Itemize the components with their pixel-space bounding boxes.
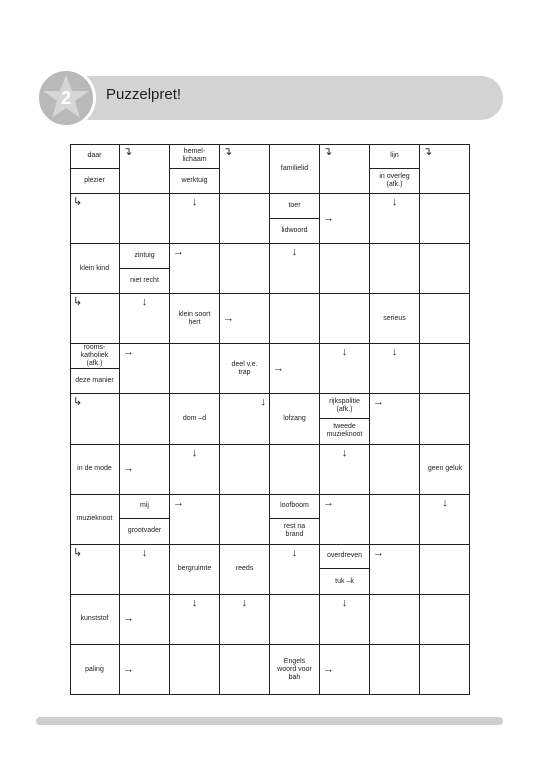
clue-text: lidwoord (281, 226, 308, 234)
answer-cell[interactable] (420, 344, 470, 394)
clue-text: grootvader (127, 527, 162, 535)
clue-cell (420, 445, 470, 495)
answer-cell[interactable] (170, 645, 220, 695)
answer-cell[interactable] (120, 344, 170, 394)
arrow-icon: ↓ (341, 446, 348, 459)
arrow-icon: → (323, 663, 334, 676)
arrow-icon: → (123, 612, 134, 625)
answer-cell[interactable] (320, 194, 370, 244)
clue-cell (170, 394, 220, 444)
arrow-icon: ↳ (73, 396, 83, 409)
clue-cell (270, 495, 320, 545)
answer-cell[interactable] (170, 595, 220, 645)
answer-cell[interactable] (420, 394, 470, 444)
clue-text: serieus (383, 314, 406, 322)
answer-cell[interactable] (220, 294, 270, 344)
arrow-icon: ↳ (73, 196, 83, 209)
answer-cell[interactable] (70, 194, 120, 244)
answer-cell[interactable] (120, 645, 170, 695)
answer-cell[interactable] (170, 244, 220, 294)
arrow-icon: ↓ (260, 396, 266, 409)
answer-cell[interactable] (170, 495, 220, 545)
answer-cell[interactable] (270, 294, 320, 344)
answer-cell[interactable] (70, 294, 120, 344)
clue-cell (320, 394, 370, 444)
answer-cell[interactable] (320, 244, 370, 294)
answer-cell[interactable] (370, 595, 420, 645)
clue-text: zintuig (120, 244, 169, 269)
answer-cell[interactable] (170, 445, 220, 495)
clue-text: tweede muzieknoot (326, 423, 363, 439)
arrow-icon: → (323, 496, 334, 509)
clue-cell (370, 144, 420, 194)
clue-cell (70, 344, 120, 394)
arrow-icon: → (273, 362, 284, 375)
arrow-icon: → (173, 496, 184, 509)
clue-cell (170, 545, 220, 595)
answer-cell[interactable] (220, 595, 270, 645)
arrow-icon: → (323, 212, 334, 225)
clue-cell (120, 244, 170, 294)
answer-cell[interactable] (220, 244, 270, 294)
arrow-icon: ↓ (241, 596, 248, 609)
answer-cell[interactable] (220, 645, 270, 695)
answer-cell[interactable] (220, 394, 270, 444)
arrow-icon: ↓ (391, 196, 398, 209)
clue-cell (70, 645, 120, 695)
arrow-icon: ↴ (323, 146, 333, 158)
answer-cell[interactable] (170, 194, 220, 244)
answer-cell[interactable] (370, 394, 420, 444)
clue-text: klein kind (79, 264, 110, 272)
answer-cell[interactable] (270, 344, 320, 394)
arrow-icon: → (223, 312, 234, 325)
arrow-icon: ↳ (73, 296, 83, 309)
clue-text: niet recht (130, 276, 159, 284)
clue-cell (70, 495, 120, 545)
clue-text: reeds (235, 565, 254, 573)
clue-text: werktuig (181, 176, 208, 184)
answer-cell[interactable] (170, 344, 220, 394)
arrow-icon: ↓ (442, 496, 448, 509)
clue-text: deze manier (75, 377, 114, 385)
clue-cell (270, 194, 320, 244)
answer-cell[interactable] (420, 645, 470, 695)
answer-cell[interactable] (320, 344, 370, 394)
clue-text: rooms- katholiek (afk.) (70, 344, 119, 369)
arrow-icon: ↴ (123, 146, 133, 158)
clue-text: loofboom (270, 495, 319, 520)
arrow-icon: ↓ (191, 196, 198, 209)
clue-cell (270, 645, 320, 695)
answer-cell[interactable] (420, 595, 470, 645)
answer-cell[interactable] (220, 495, 270, 545)
answer-cell[interactable] (320, 495, 370, 545)
answer-cell[interactable] (120, 595, 170, 645)
answer-cell[interactable] (370, 645, 420, 695)
answer-cell[interactable] (420, 495, 470, 545)
answer-cell[interactable] (270, 445, 320, 495)
arrow-icon: ↴ (423, 146, 433, 158)
arrow-icon: ↓ (191, 596, 198, 609)
arrow-icon: → (123, 346, 134, 359)
answer-cell[interactable] (70, 394, 120, 444)
answer-cell[interactable] (270, 595, 320, 645)
clue-cell (170, 294, 220, 344)
footer-bar (36, 717, 503, 725)
answer-cell[interactable] (420, 545, 470, 595)
answer-cell[interactable] (320, 595, 370, 645)
clue-text: lijn (370, 144, 419, 169)
answer-cell[interactable] (420, 244, 470, 294)
crossword-grid (70, 144, 470, 695)
arrow-icon: → (373, 396, 384, 409)
clue-text: paling (85, 665, 104, 673)
answer-cell[interactable] (420, 194, 470, 244)
arrow-icon: ↓ (291, 546, 298, 559)
answer-cell[interactable] (320, 645, 370, 695)
clue-cell (70, 595, 120, 645)
clue-text: in overleg (afk.) (379, 172, 410, 188)
answer-cell[interactable] (120, 545, 170, 595)
answer-cell[interactable] (420, 294, 470, 344)
page-title: Puzzelpret! (106, 86, 182, 103)
clue-text: hemel- lichaam (170, 144, 219, 169)
answer-cell[interactable] (120, 194, 170, 244)
clue-text: kunststof (80, 615, 109, 623)
clue-cell (220, 545, 270, 595)
clue-cell (370, 294, 420, 344)
arrow-icon: ↓ (141, 296, 148, 309)
answer-cell[interactable] (370, 344, 420, 394)
answer-cell[interactable] (120, 144, 170, 194)
clue-text: muzieknoot (76, 515, 113, 523)
answer-cell[interactable] (370, 244, 420, 294)
arrow-icon: → (123, 462, 134, 475)
clue-text: toer (270, 194, 319, 219)
answer-cell[interactable] (270, 244, 320, 294)
answer-cell[interactable] (270, 545, 320, 595)
arrow-icon: ↳ (73, 546, 83, 559)
answer-cell[interactable] (220, 144, 270, 194)
answer-cell[interactable] (320, 445, 370, 495)
clue-cell (120, 495, 170, 545)
clue-cell (320, 545, 370, 595)
clue-cell (70, 445, 120, 495)
answer-cell[interactable] (370, 495, 420, 545)
arrow-icon: ↓ (391, 346, 398, 359)
clue-text: rest na brand (283, 523, 306, 539)
clue-cell (270, 394, 320, 444)
answer-cell[interactable] (370, 445, 420, 495)
answer-cell[interactable] (220, 445, 270, 495)
clue-text: familielid (280, 164, 309, 172)
answer-cell[interactable] (320, 294, 370, 344)
answer-cell[interactable] (120, 445, 170, 495)
answer-cell[interactable] (120, 394, 170, 444)
arrow-icon: ↓ (141, 546, 148, 559)
clue-text: deel v.e. trap (231, 360, 258, 376)
clue-text: overdreven (320, 545, 369, 570)
clue-cell (220, 344, 270, 394)
arrow-icon: ↴ (223, 146, 233, 158)
clue-text: Engels woord voor bah (277, 657, 312, 681)
arrow-icon: → (373, 546, 384, 559)
answer-cell[interactable] (220, 194, 270, 244)
clue-text: klein soort hert (178, 310, 211, 326)
section-badge (36, 68, 96, 128)
answer-cell[interactable] (420, 144, 470, 194)
arrow-icon: ↓ (191, 446, 198, 459)
section-number: 2 (60, 88, 71, 108)
answer-cell[interactable] (120, 294, 170, 344)
clue-cell (70, 144, 120, 194)
clue-text: lofzang (283, 414, 306, 422)
clue-text: in de mode (77, 465, 112, 473)
clue-text: bergruimte (177, 565, 212, 573)
clue-text: mij (120, 495, 169, 520)
clue-text: plezier (84, 176, 105, 184)
clue-cell (270, 144, 320, 194)
arrow-icon: → (173, 246, 184, 259)
clue-text: dom –d (182, 414, 207, 422)
clue-text: rijkspolitie (afk.) (320, 394, 369, 419)
clue-text: daar (70, 144, 119, 169)
answer-cell[interactable] (320, 144, 370, 194)
clue-cell (70, 244, 120, 294)
arrow-icon: ↓ (341, 596, 348, 609)
clue-text: geen geluk (427, 465, 463, 473)
answer-cell[interactable] (70, 545, 120, 595)
answer-cell[interactable] (370, 194, 420, 244)
arrow-icon: → (123, 663, 134, 676)
answer-cell[interactable] (370, 545, 420, 595)
arrow-icon: ↓ (341, 346, 348, 359)
clue-text: tuk –k (335, 577, 354, 585)
clue-cell (170, 144, 220, 194)
arrow-icon: ↓ (291, 246, 298, 259)
